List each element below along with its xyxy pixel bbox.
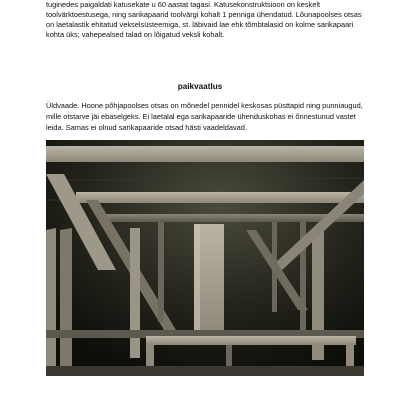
paragraph-line: Üldvaade. Hoone põhjapoolses otsas on mõnedel pennidel keskosas püsttapid ning punniaugud, — [46, 101, 363, 110]
intro-line: tuginedes paigaldati katusekate u 60 aastat tagasi. Katusekonstruktsioon on keskelt — [46, 0, 321, 9]
attic-photo — [46, 140, 364, 376]
attic-photo-drawing — [46, 140, 364, 376]
section-paragraph — [46, 100, 366, 133]
intro-line: kohta üks; vahepealsed talad on lõigatud veksli kohalt. — [46, 30, 225, 39]
intro-line: on laetalastik ehitatud vekselsüsteemiga, st. läbivaid lae ehk tõmbtalasid on kolme sarikapaari — [46, 20, 354, 29]
intro-line: toolvärktoestusega, ning sarikapaarid toolvärgi kohalt 1 penniga ühendatud. Lõunapoolses otsas — [46, 10, 362, 19]
section-heading: paikvaatlus — [177, 82, 223, 91]
paragraph-line: mille otstarve jäi ebaselgeks. Ei laetalal ega sarikapaaride ühenduskohas ei õnnestunud vastet — [46, 112, 356, 121]
paragraph-line: leida. Samas ei olnud sarikapaaride otsad hästi vaadeldavad. — [46, 123, 247, 132]
intro-paragraph — [46, 0, 364, 40]
